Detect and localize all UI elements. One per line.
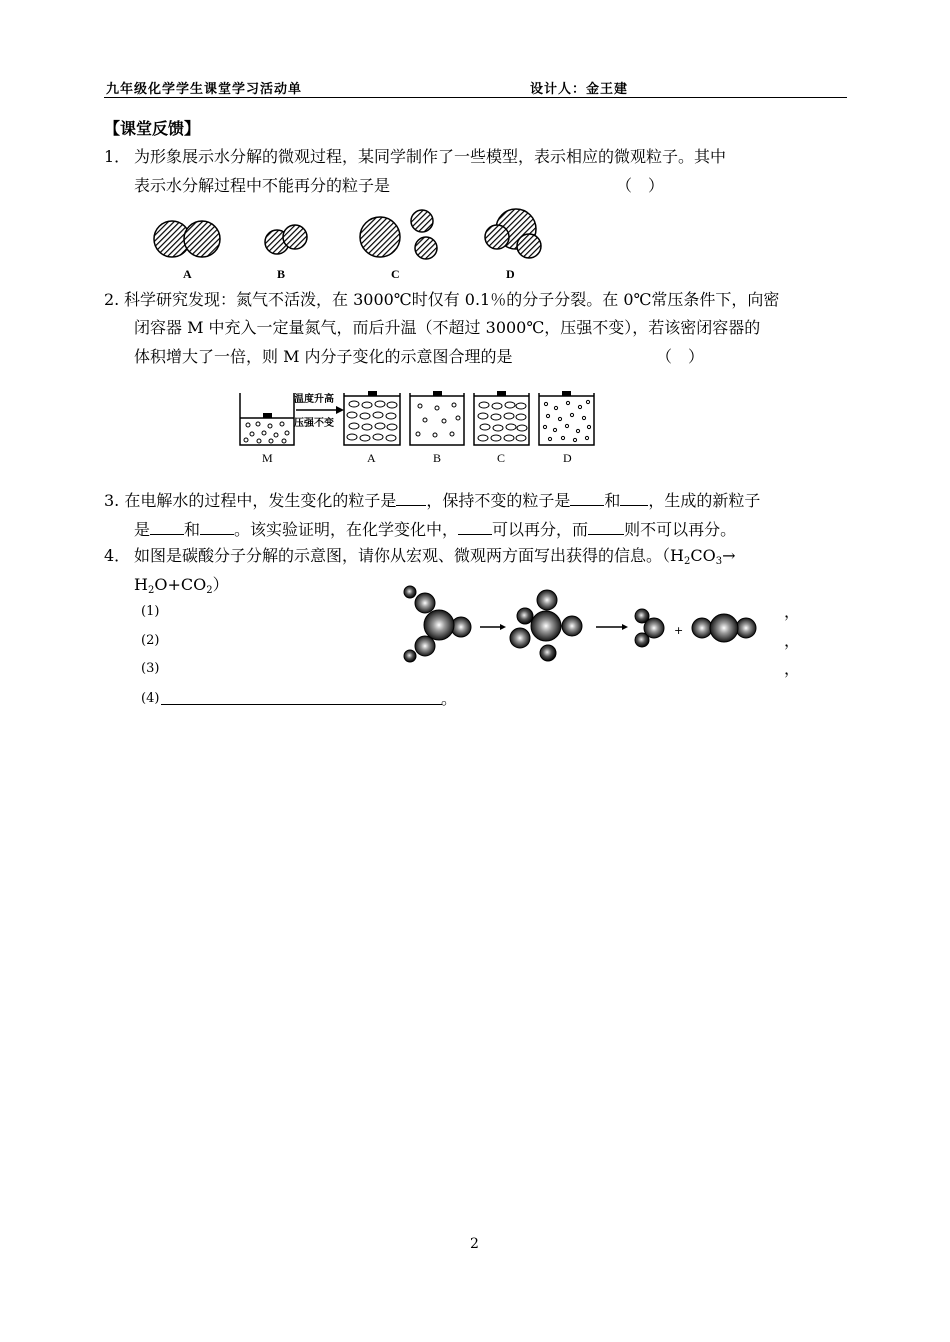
q3-text-5: 是 (134, 520, 151, 539)
container-a (344, 391, 400, 445)
q4-number: 4． (104, 546, 131, 565)
q3-number: 3. (104, 491, 120, 510)
q4-item-2: (2) (141, 633, 160, 648)
plus-sign: + (674, 624, 684, 637)
q4-decomposition-diagram (396, 578, 776, 674)
q3-blank-4[interactable] (150, 518, 184, 535)
q3-text-7: 。该实验证明，在化学变化中， (234, 520, 459, 539)
q4-line1-text: 如图是碳酸分子分解的示意图，请你从宏观、微观两方面写出获得的信息。（H (134, 546, 684, 565)
header-designer: 设计人：金王建 (530, 82, 629, 97)
q4-period: 。 (441, 689, 458, 708)
q4-comma-3: ， (784, 659, 801, 678)
q1-line1: 为形象展示水分解的微观过程，某同学制作了一些模型，表示相应的微观粒子。其中 (134, 147, 727, 166)
q4-o-co: O+CO (154, 575, 207, 594)
q3-text-9: 则不可以再分。 (624, 520, 737, 539)
q4-line1 (134, 546, 735, 572)
q4-h2-sub: 2 (147, 585, 155, 596)
q1-option-c: C (391, 267, 400, 281)
decomp-arrowhead-1 (500, 624, 506, 630)
container-d (539, 391, 594, 445)
separated-atoms (510, 590, 582, 661)
section-title: 【课堂反馈】 (104, 119, 201, 138)
q2-label-a: A (367, 451, 376, 465)
q1-option-a: A (183, 267, 192, 281)
q1-line2: 表示水分解过程中不能再分的粒子是 (134, 176, 391, 195)
q4-item-3: (3) (141, 661, 160, 676)
q2-line2: 闭容器 M 中充入一定量氮气，而后升温（不超过 3000℃，压强不变），若该密闭容器的 (134, 318, 761, 337)
q4-comma-1: ， (784, 602, 801, 621)
q4-sub-3: 3 (715, 556, 723, 567)
q2-answer-paren: （ ） (656, 347, 705, 366)
arrow-text-temp: 温度升高 (294, 394, 334, 405)
q2-container-diagram (232, 388, 602, 468)
q4-close-paren: ） (212, 575, 229, 594)
q2-label-c: C (497, 451, 506, 465)
q3-text-6: 和 (184, 520, 201, 539)
q4-line2 (134, 575, 229, 601)
h2co3-molecule (404, 586, 471, 662)
q3-blank-1[interactable] (396, 489, 426, 506)
header-rule (104, 97, 847, 98)
q4-answer-line-4[interactable] (161, 704, 442, 705)
model-a (154, 221, 220, 257)
q2-label-d: D (563, 451, 572, 465)
decomp-arrowhead-2 (622, 624, 628, 630)
q2-line1: 科学研究发现：氮气不活泼，在 3000℃时仅有 0.1％的分子分裂。在 0℃常压条件下，向密 (124, 290, 780, 309)
q2-label-m: M (262, 451, 273, 465)
q3-blank-3[interactable] (620, 489, 648, 506)
page-number: 2 (470, 1236, 479, 1252)
q3-text-1: 在电解水的过程中，发生变化的粒子是 (124, 491, 397, 510)
q3-line1 (104, 489, 760, 511)
q3-text-3: 和 (604, 491, 621, 510)
arrow-text-pressure: 压强不变 (294, 418, 334, 429)
q3-blank-6[interactable] (458, 518, 492, 535)
q4-sub-2: 2 (683, 556, 691, 567)
q4-item-4: (4) (141, 691, 160, 706)
q3-blank-7[interactable] (588, 518, 624, 535)
q4-comma-2: ， (784, 631, 801, 650)
q4-co2-sub: 2 (206, 585, 213, 596)
container-c (474, 391, 529, 445)
q4-arrow: → (722, 546, 736, 565)
q4-item-1: (1) (141, 604, 160, 619)
model-b (265, 225, 307, 254)
header-title: 九年级化学学生课堂学习活动单 (106, 82, 303, 97)
q3-blank-5[interactable] (200, 518, 234, 535)
q2-label-b: B (433, 451, 442, 465)
container-b (410, 391, 464, 445)
q3-text-8: 可以再分，而 (492, 520, 589, 539)
q3-text-4: ，生成的新粒子 (648, 491, 761, 510)
model-c (360, 210, 437, 259)
q3-line2 (134, 518, 736, 540)
q1-number: 1． (104, 147, 131, 166)
container-m (240, 393, 294, 445)
q2-number: 2. (104, 290, 120, 309)
q1-option-d: D (506, 267, 515, 281)
q4-h: H (134, 575, 148, 594)
q2-arrowhead (336, 406, 344, 414)
model-d (485, 209, 541, 258)
q4-co: CO (690, 546, 716, 565)
q1-option-b: B (277, 267, 286, 281)
co2-molecule (692, 614, 756, 642)
h2o-molecule (635, 609, 664, 647)
q2-line3: 体积增大了一倍，则 M 内分子变化的示意图合理的是 (134, 347, 513, 366)
q3-blank-2[interactable] (570, 489, 604, 506)
q1-answer-paren: （ ） (616, 176, 665, 195)
q1-molecule-models (140, 204, 560, 284)
q3-text-2: ，保持不变的粒子是 (426, 491, 571, 510)
